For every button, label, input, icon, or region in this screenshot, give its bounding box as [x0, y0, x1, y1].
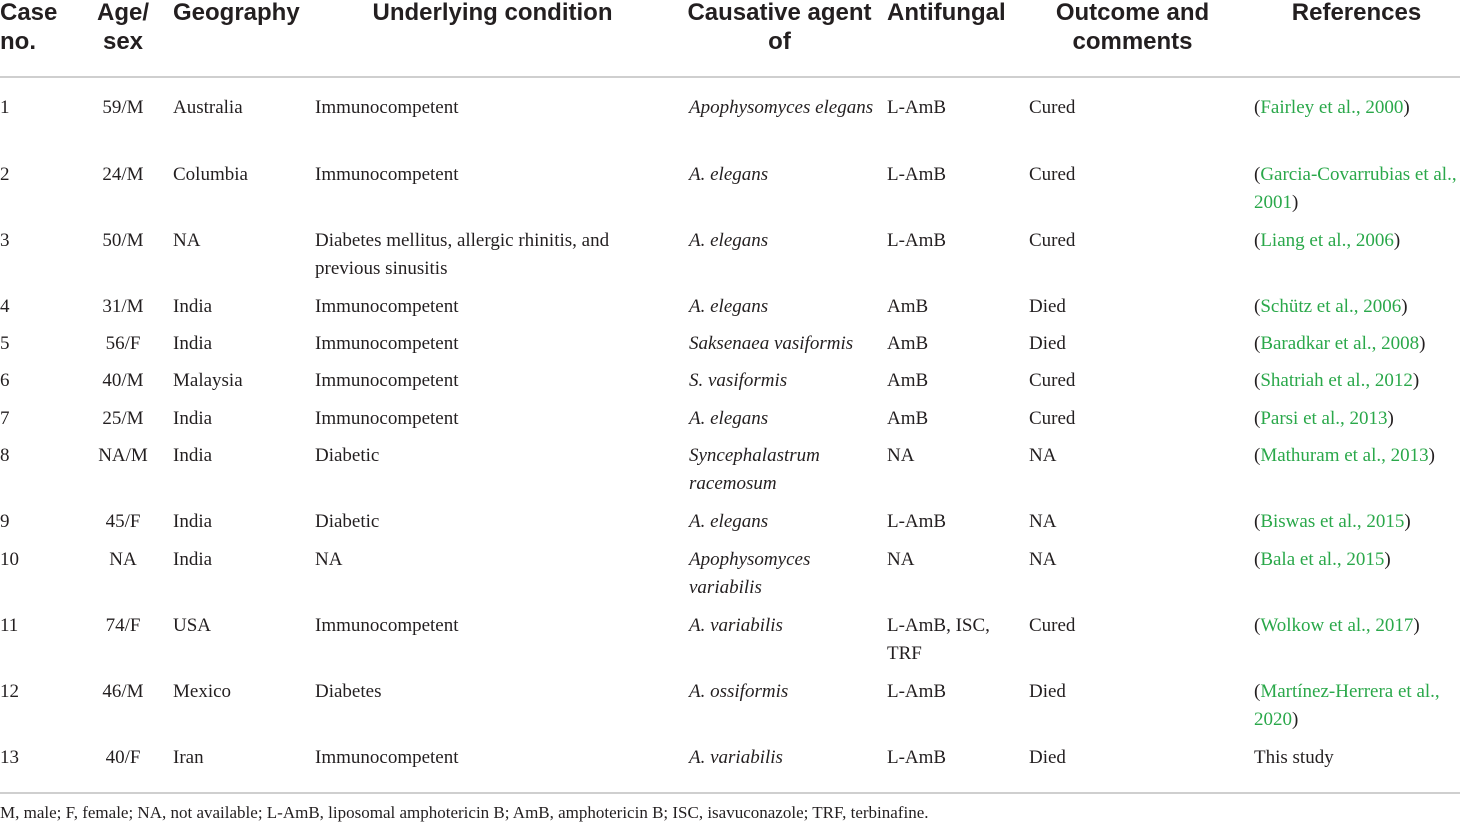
- geography-cell: NA: [173, 230, 201, 251]
- reference-open-paren: (: [1254, 333, 1261, 354]
- reference-close-paren: ): [1292, 709, 1299, 730]
- reference-link[interactable]: Baradkar et al., 2008: [1260, 333, 1420, 354]
- causative-agent-cell: A. elegans: [689, 230, 769, 251]
- age-sex-cell: NA: [109, 549, 137, 570]
- causative-agent-cell: Apophysomyces elegans: [689, 97, 874, 118]
- geography-cell: India: [173, 445, 213, 466]
- case-no-cell: 8: [0, 445, 10, 466]
- causative-agent-cell: Syncephalastrum racemosum: [689, 445, 820, 494]
- case-no-cell: 2: [0, 164, 10, 185]
- outcome-cell: Cured: [1029, 164, 1076, 185]
- reference-link[interactable]: Mathuram et al., 2013: [1260, 445, 1429, 466]
- header-geography: Geography: [173, 0, 300, 26]
- condition-cell: Immunocompetent: [315, 370, 459, 391]
- reference-close-paren: ): [1393, 230, 1401, 251]
- condition-cell: Immunocompetent: [315, 296, 459, 317]
- reference-cell: [1254, 612, 1459, 640]
- header-underlying-condition: Underlying condition: [372, 0, 613, 26]
- bottom-rule: [0, 792, 1460, 794]
- antifungal-cell: L-AmB: [887, 511, 947, 532]
- reference-open-paren: (: [1254, 230, 1261, 251]
- reference-cell: [1254, 161, 1459, 217]
- reference-close-paren: ): [1384, 549, 1391, 570]
- outcome-cell: Died: [1029, 296, 1066, 317]
- condition-cell: Diabetic: [315, 445, 380, 466]
- causative-agent-cell: Apophysomyces variabilis: [689, 549, 811, 598]
- outcome-cell: Died: [1029, 333, 1066, 354]
- case-no-cell: 3: [0, 230, 10, 251]
- age-sex-cell: 40/F: [105, 747, 141, 768]
- antifungal-cell: NA: [887, 445, 915, 466]
- antifungal-cell: AmB: [887, 370, 929, 391]
- age-sex-cell: 56/F: [105, 333, 141, 354]
- age-sex-cell: 31/M: [102, 296, 144, 317]
- geography-cell: India: [173, 408, 213, 429]
- antifungal-cell: L-AmB: [887, 164, 947, 185]
- reference-cell: [1254, 744, 1459, 772]
- reference-close-paren: ): [1413, 615, 1420, 636]
- reference-open-paren: (: [1254, 370, 1261, 391]
- reference-cell: [1254, 330, 1459, 358]
- header-case: Case no.: [0, 0, 58, 55]
- causative-agent-cell: A. elegans: [689, 164, 769, 185]
- header-antifungal: Antifungal: [887, 0, 1006, 26]
- condition-cell: Immunocompetent: [315, 333, 459, 354]
- antifungal-cell: L-AmB: [887, 747, 947, 768]
- reference-cell: [1254, 678, 1459, 734]
- reference-cell: [1254, 442, 1459, 470]
- antifungal-cell: AmB: [887, 333, 929, 354]
- age-sex-cell: 25/M: [102, 408, 144, 429]
- geography-cell: USA: [173, 615, 212, 636]
- outcome-cell: Cured: [1029, 615, 1076, 636]
- antifungal-cell: AmB: [887, 296, 929, 317]
- reference-open-paren: (: [1254, 445, 1261, 466]
- causative-agent-cell: A. elegans: [689, 408, 769, 429]
- reference-close-paren: ): [1403, 97, 1410, 118]
- reference-link[interactable]: Fairley et al., 2000: [1260, 97, 1404, 118]
- case-no-cell: 12: [0, 681, 19, 702]
- age-sex-cell: 24/M: [102, 164, 144, 185]
- reference-cell: [1254, 405, 1459, 433]
- reference-link[interactable]: Garcia-Covarrubias et al., 2001: [1254, 164, 1457, 213]
- condition-cell: Diabetes mellitus, allergic rhinitis, and previous sinusitis: [315, 230, 610, 279]
- reference-cell: [1254, 94, 1459, 122]
- reference-link[interactable]: Parsi et al., 2013: [1260, 408, 1388, 429]
- reference-open-paren: (: [1254, 549, 1261, 570]
- outcome-cell: Died: [1029, 681, 1066, 702]
- antifungal-cell: L-AmB, ISC, TRF: [887, 615, 990, 664]
- outcome-cell: Cured: [1029, 230, 1076, 251]
- reference-link[interactable]: Liang et al., 2006: [1260, 230, 1394, 251]
- case-no-cell: 4: [0, 296, 10, 317]
- reference-open-paren: (: [1254, 408, 1261, 429]
- outcome-cell: NA: [1029, 549, 1057, 570]
- geography-cell: Malaysia: [173, 370, 243, 391]
- antifungal-cell: L-AmB: [887, 97, 947, 118]
- reference-cell: [1254, 367, 1459, 395]
- geography-cell: Australia: [173, 97, 243, 118]
- causative-agent-cell: S. vasiformis: [689, 370, 788, 391]
- header-references: References: [1291, 0, 1422, 26]
- reference-close-paren: ): [1428, 445, 1435, 466]
- reference-link[interactable]: Biswas et al., 2015: [1260, 511, 1405, 532]
- outcome-cell: Died: [1029, 747, 1066, 768]
- antifungal-cell: L-AmB: [887, 681, 947, 702]
- header-age-sex: Age/ sex: [96, 0, 149, 55]
- reference-close-paren: ): [1401, 296, 1408, 317]
- geography-cell: Columbia: [173, 164, 248, 185]
- reference-link[interactable]: Schütz et al., 2006: [1260, 296, 1402, 317]
- geography-cell: India: [173, 296, 213, 317]
- reference-cell: [1254, 227, 1459, 255]
- case-no-cell: 7: [0, 408, 10, 429]
- causative-agent-cell: A. variabilis: [689, 747, 783, 768]
- condition-cell: Immunocompetent: [315, 747, 459, 768]
- reference-close-paren: ): [1387, 408, 1394, 429]
- age-sex-cell: 46/M: [102, 681, 144, 702]
- reference-cell: [1254, 508, 1459, 536]
- case-no-cell: 11: [0, 615, 19, 636]
- reference-close-paren: ): [1419, 333, 1426, 354]
- reference-close-paren: ): [1292, 192, 1299, 213]
- reference-open-paren: (: [1254, 97, 1261, 118]
- outcome-cell: NA: [1029, 511, 1057, 532]
- condition-cell: Immunocompetent: [315, 615, 459, 636]
- reference-link[interactable]: Shatriah et al., 2012: [1260, 370, 1413, 391]
- condition-cell: Diabetes: [315, 681, 382, 702]
- reference-open-paren: (: [1254, 164, 1261, 185]
- condition-cell: Immunocompetent: [315, 408, 459, 429]
- case-no-cell: 9: [0, 511, 10, 532]
- case-no-cell: 13: [0, 747, 19, 768]
- antifungal-cell: L-AmB: [887, 230, 947, 251]
- reference-close-paren: ): [1404, 511, 1411, 532]
- causative-agent-cell: A. elegans: [689, 511, 769, 532]
- reference-text: This study: [1254, 747, 1334, 768]
- age-sex-cell: 45/F: [105, 511, 141, 532]
- causative-agent-cell: A. ossiformis: [689, 681, 789, 702]
- reference-open-paren: (: [1254, 296, 1261, 317]
- age-sex-cell: 74/F: [105, 615, 141, 636]
- case-no-cell: 6: [0, 370, 10, 391]
- outcome-cell: Cured: [1029, 408, 1076, 429]
- table-footnote: M, male; F, female; NA, not available; L-AmB, liposomal amphotericin B; AmB, amphotericin B; ISC, isavuconazole; TRF, terbinafine.: [0, 803, 929, 822]
- age-sex-cell: 59/M: [102, 97, 144, 118]
- reference-link[interactable]: Wolkow et al., 2017: [1260, 615, 1414, 636]
- condition-cell: Diabetic: [315, 511, 380, 532]
- antifungal-cell: NA: [887, 549, 915, 570]
- geography-cell: India: [173, 549, 213, 570]
- case-no-cell: 10: [0, 549, 19, 570]
- reference-open-paren: (: [1254, 681, 1261, 702]
- condition-cell: Immunocompetent: [315, 164, 459, 185]
- reference-open-paren: (: [1254, 511, 1261, 532]
- geography-cell: Iran: [173, 747, 204, 768]
- reference-open-paren: (: [1254, 615, 1261, 636]
- outcome-cell: Cured: [1029, 370, 1076, 391]
- condition-cell: NA: [315, 549, 343, 570]
- age-sex-cell: 50/M: [102, 230, 144, 251]
- header-rule: [0, 76, 1460, 78]
- causative-agent-cell: A. variabilis: [689, 615, 783, 636]
- geography-cell: Mexico: [173, 681, 232, 702]
- geography-cell: India: [173, 333, 213, 354]
- case-no-cell: 1: [0, 97, 10, 118]
- header-causative-agent: Causative agent of: [687, 0, 872, 55]
- outcome-cell: Cured: [1029, 97, 1076, 118]
- causative-agent-cell: A. elegans: [689, 296, 769, 317]
- header-outcome: Outcome and comments: [1055, 0, 1210, 55]
- antifungal-cell: AmB: [887, 408, 929, 429]
- reference-link[interactable]: Martínez-Herrera et al., 2020: [1254, 681, 1440, 730]
- geography-cell: India: [173, 511, 213, 532]
- case-no-cell: 5: [0, 333, 10, 354]
- condition-cell: Immunocompetent: [315, 97, 459, 118]
- causative-agent-cell: Saksenaea vasiformis: [689, 333, 854, 354]
- reference-cell: [1254, 546, 1459, 574]
- reference-link[interactable]: Bala et al., 2015: [1260, 549, 1385, 570]
- outcome-cell: NA: [1029, 445, 1057, 466]
- reference-cell: [1254, 293, 1459, 321]
- reference-close-paren: ): [1412, 370, 1420, 391]
- age-sex-cell: 40/M: [102, 370, 144, 391]
- age-sex-cell: NA/M: [98, 445, 148, 466]
